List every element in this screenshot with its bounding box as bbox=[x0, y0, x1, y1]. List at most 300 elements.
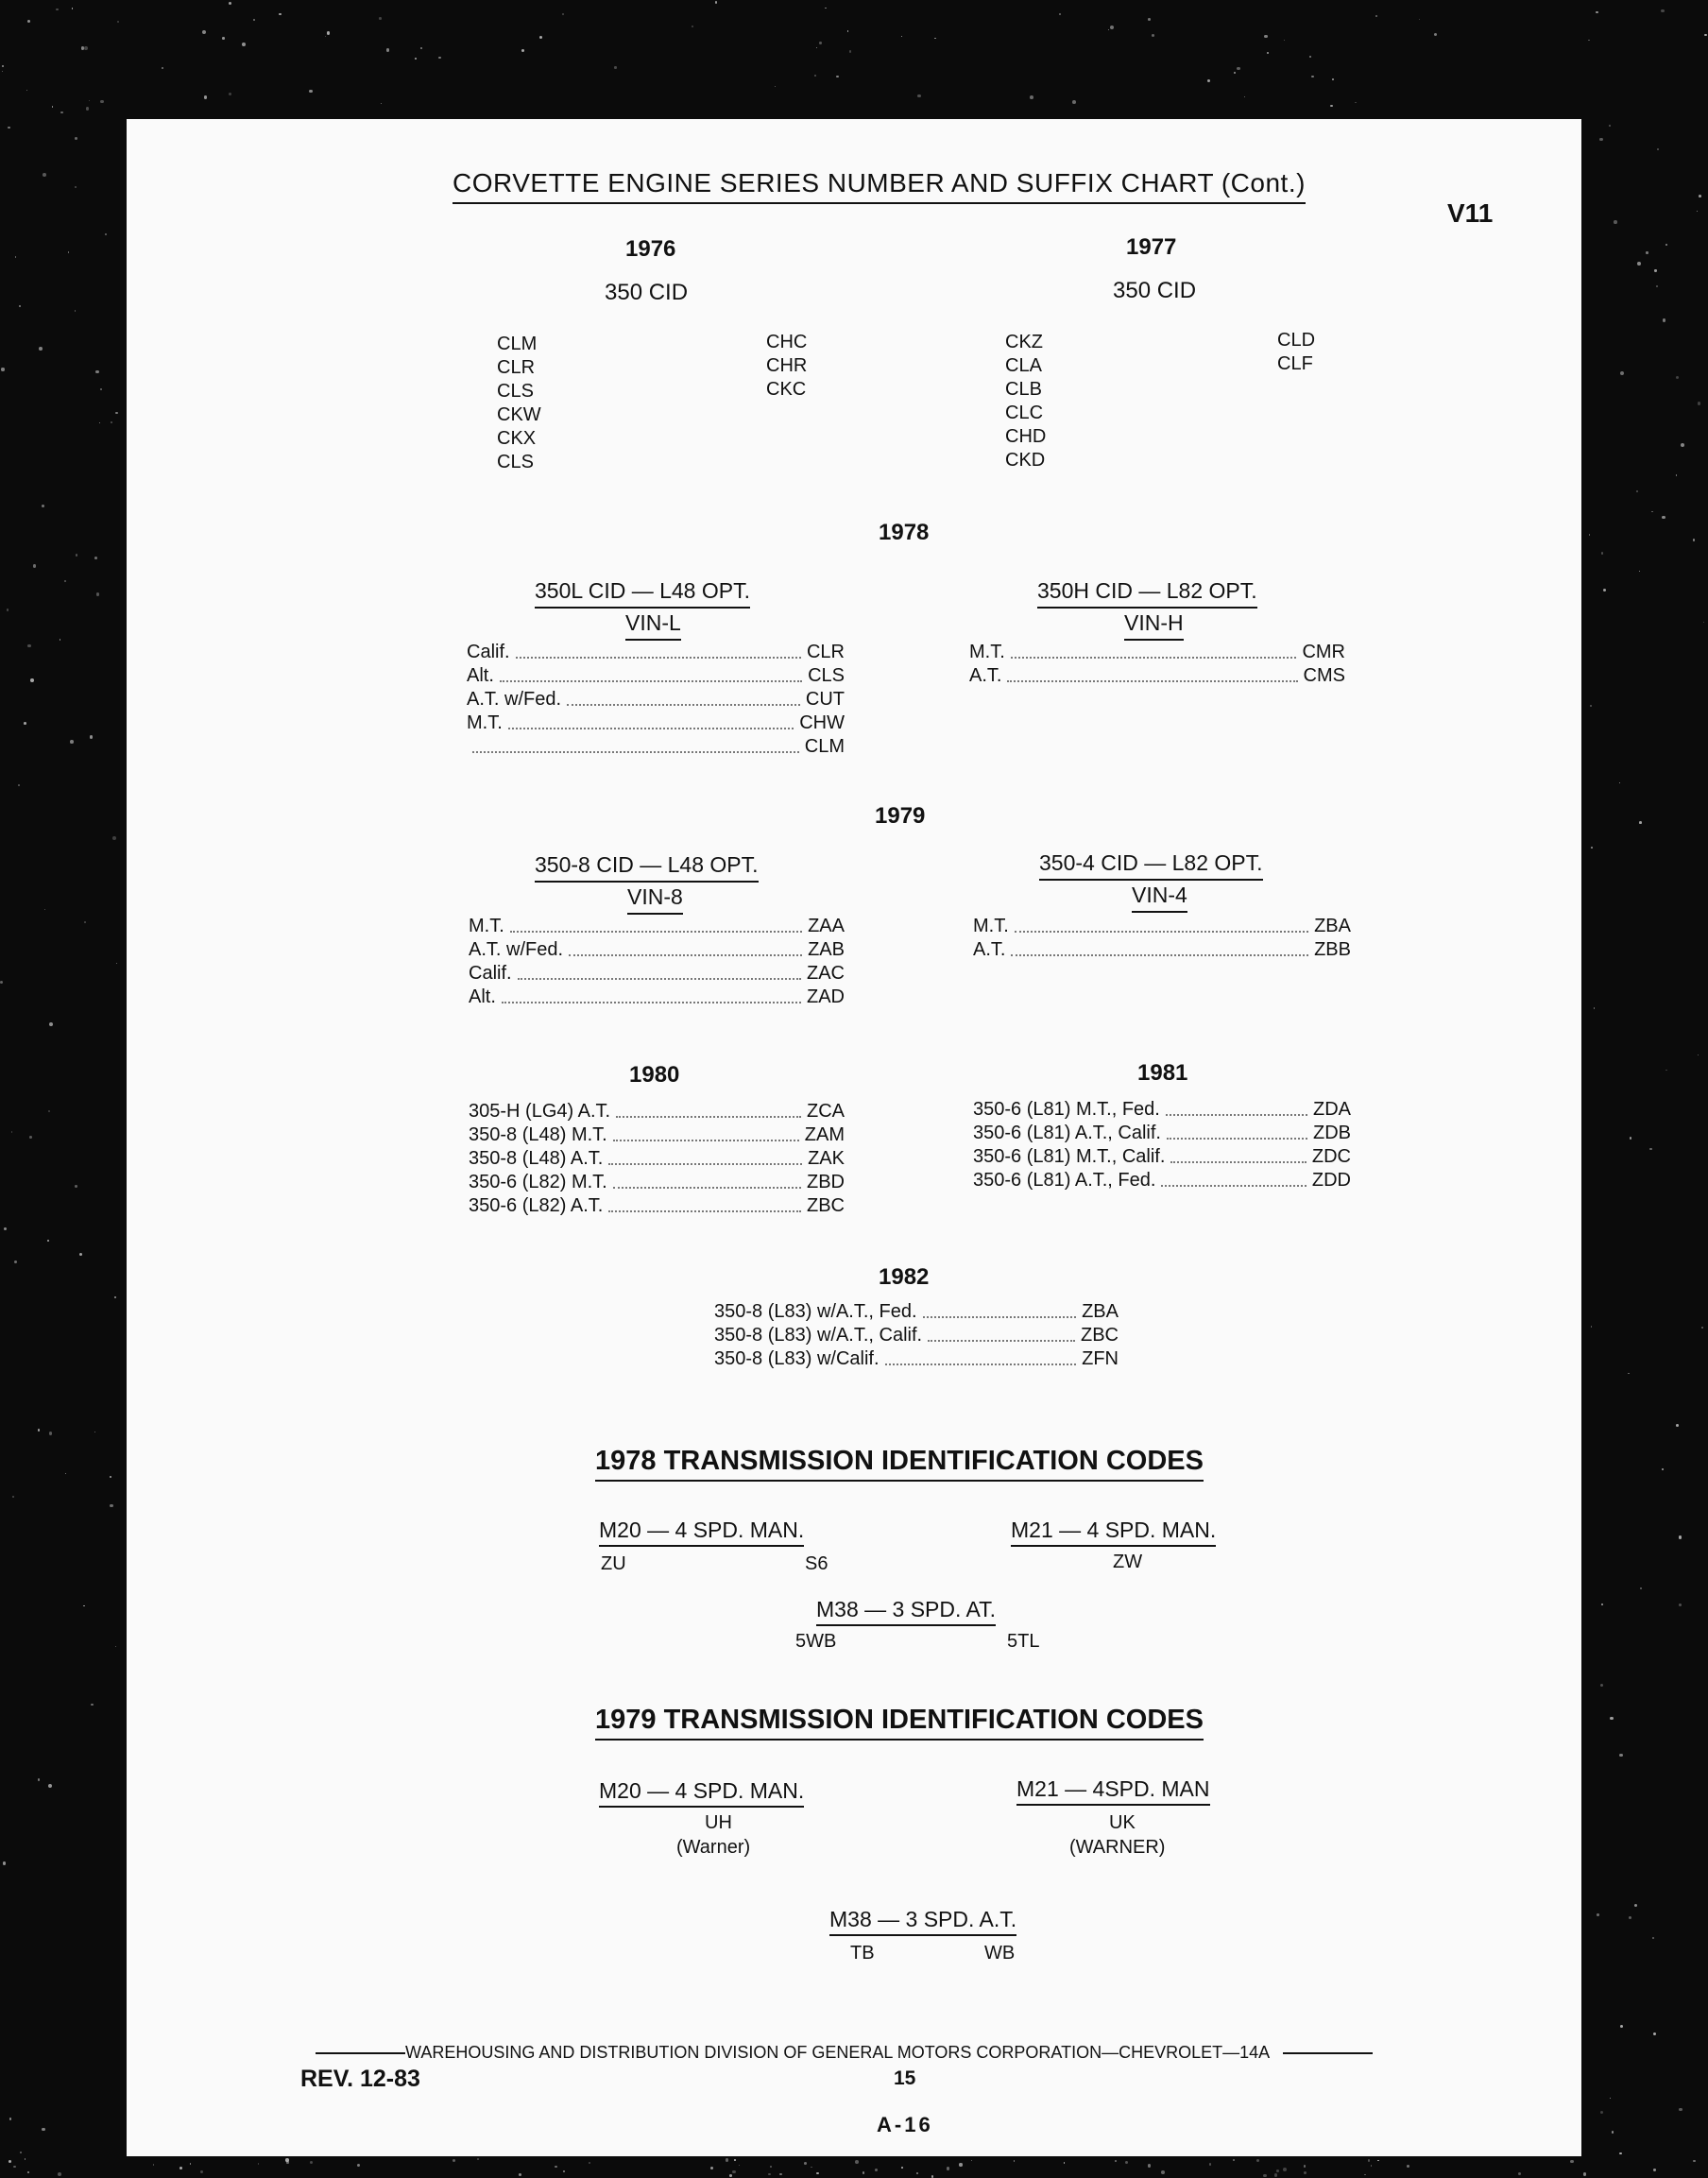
code: CHR bbox=[766, 355, 808, 376]
year-1981-heading: 1981 bbox=[1137, 1060, 1188, 1086]
scan-noise bbox=[11, 1131, 13, 1133]
scan-noise bbox=[14, 1260, 17, 1263]
scan-noise bbox=[49, 1432, 53, 1435]
scan-noise bbox=[1665, 244, 1667, 246]
scan-noise bbox=[1332, 78, 1334, 80]
trans-1979-m20-title: M20 — 4 SPD. MAN. bbox=[599, 1778, 804, 1808]
list-item: CLM bbox=[467, 735, 845, 759]
scan-noise bbox=[310, 2161, 313, 2164]
scan-noise bbox=[1599, 138, 1602, 141]
scan-noise bbox=[1619, 1754, 1622, 1757]
scan-noise bbox=[1256, 2159, 1259, 2162]
year-1978-heading: 1978 bbox=[879, 520, 930, 545]
scan-noise bbox=[1518, 2172, 1521, 2175]
scan-noise bbox=[562, 13, 564, 15]
scan-noise bbox=[1209, 2163, 1212, 2166]
scan-noise bbox=[947, 2167, 949, 2169]
scan-noise bbox=[95, 370, 98, 373]
scan-noise bbox=[84, 46, 88, 50]
scan-noise bbox=[13, 2166, 16, 2169]
trans-1979-m38-code-2: WB bbox=[984, 1943, 1016, 1964]
year-1976-cid: 350 CID bbox=[605, 280, 689, 305]
scan-noise bbox=[44, 909, 45, 910]
year-1980-heading: 1980 bbox=[629, 1062, 680, 1088]
scan-noise bbox=[1676, 1424, 1679, 1427]
list-item: Alt. CLS bbox=[467, 665, 845, 686]
code: CLR bbox=[497, 357, 536, 378]
list-item: M.T. CMR bbox=[969, 642, 1345, 662]
trans-1978-title: 1978 TRANSMISSION IDENTIFICATION CODES bbox=[595, 1446, 1204, 1482]
scan-noise bbox=[2, 65, 4, 67]
trans-1978-m38-code-2: 5TL bbox=[1007, 1631, 1040, 1652]
scan-noise bbox=[1371, 2165, 1372, 2166]
scan-noise bbox=[1064, 2162, 1066, 2164]
scan-noise bbox=[1649, 1148, 1652, 1151]
scan-noise bbox=[729, 2174, 732, 2177]
scan-noise bbox=[1630, 1137, 1632, 1140]
year-1982-list bbox=[714, 1300, 1119, 1371]
scan-noise bbox=[33, 564, 37, 568]
scan-noise bbox=[420, 47, 422, 49]
scan-noise bbox=[179, 2167, 183, 2170]
scan-noise bbox=[1284, 40, 1285, 41]
scan-noise bbox=[739, 2165, 740, 2166]
scan-noise bbox=[204, 95, 207, 98]
trans-1979-m38-title: M38 — 3 SPD. A.T. bbox=[829, 1907, 1016, 1936]
scan-noise bbox=[386, 48, 390, 52]
year-1978-left-vin: VIN-L bbox=[625, 610, 681, 641]
scan-noise bbox=[75, 137, 77, 140]
scan-noise bbox=[1234, 72, 1236, 74]
scan-noise bbox=[1681, 443, 1684, 447]
year-1979-heading: 1979 bbox=[875, 803, 926, 829]
scan-noise bbox=[732, 2170, 735, 2173]
scan-noise bbox=[26, 90, 27, 91]
code: CKD bbox=[1005, 450, 1046, 471]
scan-noise bbox=[916, 2172, 918, 2174]
scan-noise bbox=[1612, 2131, 1614, 2133]
scan-noise bbox=[804, 2162, 807, 2165]
scan-noise bbox=[415, 58, 417, 60]
list-item: A.T. CMS bbox=[969, 665, 1345, 686]
code: CHC bbox=[766, 332, 808, 352]
scan-noise bbox=[1125, 2161, 1128, 2164]
scan-noise bbox=[477, 2158, 479, 2160]
trans-1979-m20-note: (Warner) bbox=[676, 1837, 751, 1858]
scan-noise bbox=[971, 2160, 972, 2161]
list-item: 350-6 (L81) A.T., Calif. ZDB bbox=[973, 1123, 1351, 1143]
scan-noise bbox=[1701, 1327, 1703, 1329]
scan-noise bbox=[1377, 2160, 1378, 2161]
scan-noise bbox=[1657, 148, 1659, 150]
year-1982-heading: 1982 bbox=[879, 1264, 930, 1290]
scan-noise bbox=[1662, 516, 1665, 519]
scan-noise bbox=[110, 1476, 111, 1478]
scan-noise bbox=[1693, 2160, 1695, 2162]
scan-noise bbox=[2, 71, 3, 72]
scan-noise bbox=[190, 2163, 191, 2164]
scan-noise bbox=[115, 412, 117, 414]
scan-noise bbox=[96, 592, 100, 596]
scan-noise bbox=[1679, 1603, 1682, 1606]
scan-noise bbox=[1601, 1603, 1603, 1605]
scan-noise bbox=[1619, 2152, 1621, 2154]
scan-noise bbox=[816, 47, 817, 48]
scan-noise bbox=[1207, 79, 1210, 82]
list-item: Alt. ZAD bbox=[469, 986, 845, 1007]
scan-noise bbox=[1304, 2165, 1307, 2168]
scan-noise bbox=[1620, 371, 1624, 375]
scan-noise bbox=[42, 2128, 44, 2131]
list-item: 350-6 (L81) M.T., Fed. ZDA bbox=[973, 1099, 1351, 1120]
scan-noise bbox=[76, 554, 77, 556]
scan-noise bbox=[115, 1646, 116, 1647]
scan-noise bbox=[25, 2158, 26, 2160]
scan-noise bbox=[27, 2171, 29, 2173]
scan-noise bbox=[1570, 2160, 1573, 2163]
scan-noise bbox=[1653, 2169, 1655, 2170]
scan-noise bbox=[959, 2163, 962, 2166]
scan-noise bbox=[19, 305, 21, 307]
footer-org-line bbox=[316, 2043, 1373, 2063]
page-id: V11 bbox=[1447, 198, 1494, 228]
scan-noise bbox=[202, 30, 206, 34]
scan-noise bbox=[1653, 2032, 1656, 2035]
scan-noise bbox=[68, 251, 70, 253]
scan-noise bbox=[1115, 2160, 1117, 2162]
scan-noise bbox=[4, 1227, 7, 1230]
scan-noise bbox=[1304, 2171, 1307, 2174]
scan-noise bbox=[710, 2167, 713, 2169]
scan-noise bbox=[38, 1429, 41, 1432]
scan-noise bbox=[1108, 29, 1109, 30]
list-item: M.T. ZBA bbox=[973, 916, 1351, 936]
scan-noise bbox=[89, 100, 90, 101]
scan-noise bbox=[110, 1504, 113, 1508]
scan-noise bbox=[30, 678, 34, 682]
scan-noise bbox=[1276, 2169, 1279, 2172]
code: CKC bbox=[766, 379, 807, 400]
scan-noise bbox=[58, 2172, 61, 2176]
scan-noise bbox=[114, 1296, 115, 1297]
page-number: 15 bbox=[894, 2067, 916, 2089]
scan-noise bbox=[29, 1136, 32, 1139]
scan-noise bbox=[86, 107, 90, 111]
scan-noise bbox=[94, 557, 97, 559]
scan-noise bbox=[242, 43, 246, 46]
scan-noise bbox=[1059, 13, 1061, 15]
code: CLM bbox=[497, 334, 538, 354]
scan-noise bbox=[1609, 125, 1611, 127]
year-1980-list bbox=[469, 1100, 845, 1218]
scan-noise bbox=[72, 8, 74, 9]
scan-noise bbox=[692, 26, 693, 27]
scan-noise bbox=[60, 111, 63, 114]
scan-noise bbox=[1676, 376, 1679, 379]
year-1979-left-list bbox=[469, 915, 845, 1009]
page-reference: A-16 bbox=[877, 2113, 933, 2136]
scan-noise bbox=[836, 76, 839, 78]
scan-noise bbox=[0, 981, 3, 984]
scan-noise bbox=[1588, 40, 1590, 42]
scan-noise bbox=[1603, 589, 1606, 592]
scan-noise bbox=[1434, 33, 1437, 36]
scan-noise bbox=[27, 644, 30, 647]
scan-noise bbox=[770, 2166, 772, 2168]
scan-noise bbox=[1652, 1937, 1654, 1939]
scan-noise bbox=[1244, 96, 1245, 97]
scan-noise bbox=[279, 13, 281, 15]
list-item: Calif. ZAC bbox=[469, 963, 845, 984]
scan-noise bbox=[931, 2175, 934, 2178]
code: CKW bbox=[497, 404, 541, 425]
year-1977-codes-col1 bbox=[1005, 331, 1046, 472]
scan-noise bbox=[934, 38, 935, 39]
year-1979-right-vin: VIN-4 bbox=[1132, 883, 1187, 913]
year-1979-left-vin: VIN-8 bbox=[627, 884, 683, 915]
scan-noise bbox=[1309, 56, 1311, 58]
scan-noise bbox=[48, 1110, 50, 1112]
scan-noise bbox=[1639, 571, 1640, 572]
scan-noise bbox=[1267, 52, 1270, 55]
scan-noise bbox=[819, 42, 822, 44]
trans-1978-m20-code-2: S6 bbox=[805, 1553, 828, 1574]
scan-noise bbox=[438, 57, 441, 60]
scan-noise bbox=[1704, 34, 1706, 36]
revision-date: REV. 12-83 bbox=[300, 2066, 420, 2092]
scan-noise bbox=[1589, 534, 1590, 535]
scan-noise bbox=[15, 256, 17, 258]
scan-noise bbox=[1407, 2165, 1409, 2168]
scan-noise bbox=[75, 1185, 77, 1187]
scan-noise bbox=[357, 2164, 360, 2167]
scan-noise bbox=[1636, 490, 1638, 492]
scan-noise bbox=[39, 347, 43, 351]
list-item: 350-6 (L81) M.T., Calif. ZDC bbox=[973, 1146, 1351, 1167]
scan-noise bbox=[539, 36, 542, 39]
scan-noise bbox=[229, 2, 231, 5]
scan-noise bbox=[1597, 1913, 1599, 1916]
scan-noise bbox=[1634, 1904, 1637, 1907]
list-item: 350-6 (L81) A.T., Fed. ZDD bbox=[973, 1170, 1351, 1191]
scan-noise bbox=[1693, 539, 1695, 540]
list-item: 350-6 (L82) A.T. ZBC bbox=[469, 1195, 845, 1216]
code: CKZ bbox=[1005, 332, 1043, 352]
scan-noise bbox=[1368, 2159, 1370, 2161]
year-1979-right-list bbox=[973, 915, 1351, 962]
trans-1979-m20-code: UH bbox=[705, 1812, 732, 1833]
scan-noise bbox=[1264, 35, 1268, 39]
scan-noise bbox=[24, 722, 26, 725]
scan-noise bbox=[1283, 2168, 1287, 2171]
scan-noise bbox=[42, 505, 44, 507]
scan-noise bbox=[814, 75, 817, 77]
trans-1979-m38-code-1: TB bbox=[850, 1943, 875, 1964]
scan-noise bbox=[1596, 11, 1598, 14]
scan-noise bbox=[75, 186, 77, 188]
scan-noise bbox=[75, 310, 76, 311]
scan-noise bbox=[1375, 15, 1377, 17]
scan-noise bbox=[111, 421, 112, 423]
year-1976-codes-col2 bbox=[766, 331, 807, 402]
scan-noise bbox=[9, 2118, 12, 2120]
scan-noise bbox=[715, 1, 718, 4]
code: CLS bbox=[497, 452, 534, 472]
scan-noise bbox=[453, 2159, 455, 2162]
list-item: Calif. CLR bbox=[467, 642, 845, 662]
scan-noise bbox=[20, 2152, 22, 2153]
scan-noise bbox=[3, 1861, 7, 1865]
scan-noise bbox=[1661, 9, 1664, 12]
code: CLA bbox=[1005, 355, 1042, 376]
scan-noise bbox=[901, 2167, 903, 2169]
scan-noise bbox=[1072, 100, 1076, 104]
scan-noise bbox=[1, 368, 4, 370]
scan-noise bbox=[1663, 318, 1666, 322]
code: CLS bbox=[497, 381, 534, 402]
scan-noise bbox=[83, 1605, 85, 1607]
list-item: 350-8 (L48) M.T. ZAM bbox=[469, 1124, 845, 1145]
list-item: A.T. ZBB bbox=[973, 939, 1351, 960]
scan-noise bbox=[200, 2170, 203, 2173]
list-item: 350-8 (L83) w/Calif. ZFN bbox=[714, 1348, 1119, 1369]
trans-1978-m38-title: M38 — 3 SPD. AT. bbox=[816, 1597, 996, 1626]
scan-noise bbox=[309, 90, 313, 94]
scan-noise bbox=[1600, 1684, 1603, 1687]
scan-noise bbox=[100, 100, 104, 104]
scan-noise bbox=[1311, 76, 1313, 77]
scan-noise bbox=[162, 67, 163, 69]
year-1978-left-list bbox=[467, 641, 845, 759]
scan-noise bbox=[1364, 2174, 1366, 2176]
scan-noise bbox=[12, 1496, 14, 1498]
scan-noise bbox=[229, 93, 231, 95]
scan-noise bbox=[589, 2162, 590, 2164]
scan-noise bbox=[863, 2171, 864, 2173]
year-1979-right-title: 350-4 CID — L82 OPT. bbox=[1039, 850, 1263, 881]
scan-noise bbox=[849, 50, 852, 53]
scan-noise bbox=[381, 103, 382, 104]
scan-noise bbox=[563, 2170, 566, 2173]
scan-noise bbox=[1030, 95, 1033, 99]
scan-noise bbox=[1637, 262, 1641, 266]
scan-noise bbox=[47, 1240, 49, 1242]
page-title: CORVETTE ENGINE SERIES NUMBER AND SUFFIX CHART (Cont.) bbox=[453, 168, 1306, 204]
trans-1978-m21-title: M21 — 4 SPD. MAN. bbox=[1011, 1518, 1216, 1547]
code: CLD bbox=[1277, 330, 1316, 351]
scan-noise bbox=[116, 963, 118, 965]
scan-noise bbox=[855, 2160, 859, 2164]
scan-noise bbox=[253, 19, 255, 21]
scan-noise bbox=[816, 2172, 819, 2175]
year-1977-codes-col2 bbox=[1277, 329, 1315, 376]
scan-noise bbox=[1014, 2160, 1016, 2162]
year-1976-heading: 1976 bbox=[625, 236, 676, 262]
scan-noise bbox=[286, 2161, 289, 2164]
year-1978-right-title: 350H CID — L82 OPT. bbox=[1037, 578, 1257, 609]
scan-noise bbox=[1640, 1587, 1642, 1589]
list-item: M.T. ZAA bbox=[469, 916, 845, 936]
scan-noise bbox=[153, 2164, 154, 2165]
scan-noise bbox=[1233, 2159, 1235, 2161]
scan-noise bbox=[1614, 220, 1617, 224]
scan-noise bbox=[1676, 474, 1677, 475]
scan-noise bbox=[325, 36, 326, 37]
footer-org: WAREHOUSING AND DISTRIBUTION DIVISION OF GENERAL MOTORS CORPORATION—CHEVROLET—14A bbox=[405, 2043, 1271, 2062]
scan-noise bbox=[9, 2160, 11, 2163]
scan-noise bbox=[100, 388, 102, 390]
year-1977-cid: 350 CID bbox=[1113, 278, 1197, 303]
scan-noise bbox=[91, 1704, 94, 1706]
scan-noise bbox=[1237, 67, 1240, 71]
scan-noise bbox=[18, 784, 20, 786]
scan-noise bbox=[1610, 2098, 1612, 2100]
scan-noise bbox=[1161, 2170, 1165, 2174]
scan-noise bbox=[1651, 511, 1653, 513]
scan-noise bbox=[112, 836, 116, 840]
scan-noise bbox=[38, 1778, 40, 1780]
scan-noise bbox=[117, 21, 119, 23]
scan-noise bbox=[614, 66, 616, 68]
scan-noise bbox=[1654, 269, 1656, 271]
scan-noise bbox=[1646, 251, 1648, 253]
scan-noise bbox=[555, 2166, 556, 2168]
trans-1978-m21-code: ZW bbox=[1113, 1552, 1143, 1572]
scan-noise bbox=[521, 49, 524, 52]
list-item: 305-H (LG4) A.T. ZCA bbox=[469, 1101, 845, 1122]
scan-noise bbox=[1699, 195, 1701, 197]
trans-1979-m21-code: UK bbox=[1109, 1812, 1136, 1833]
trans-1978-m20-code-1: ZU bbox=[601, 1553, 626, 1574]
scan-noise bbox=[1665, 1070, 1666, 1071]
list-item: A.T. w/Fed. CUT bbox=[467, 689, 845, 710]
scan-noise bbox=[734, 2159, 735, 2160]
scan-noise bbox=[52, 106, 54, 108]
scan-noise bbox=[1591, 847, 1593, 849]
list-item: A.T. w/Fed. ZAB bbox=[469, 939, 845, 960]
scan-noise bbox=[105, 233, 107, 235]
scan-noise bbox=[726, 2158, 728, 2161]
scan-noise bbox=[7, 609, 9, 610]
trans-1979-m21-note: (WARNER) bbox=[1069, 1837, 1166, 1858]
scan-noise bbox=[8, 127, 9, 129]
scan-noise bbox=[1679, 2108, 1682, 2112]
scan-noise bbox=[1697, 211, 1699, 213]
scan-noise bbox=[1629, 1916, 1631, 1919]
code: CLB bbox=[1005, 379, 1042, 400]
year-1979-left-title: 350-8 CID — L48 OPT. bbox=[535, 852, 759, 883]
scan-noise bbox=[1656, 285, 1658, 287]
scan-noise bbox=[222, 37, 225, 40]
scan-noise bbox=[1591, 1326, 1592, 1327]
scan-noise bbox=[779, 2173, 782, 2176]
scan-noise bbox=[1419, 19, 1420, 20]
scan-noise bbox=[768, 2173, 770, 2175]
scan-noise bbox=[1662, 1468, 1664, 1470]
year-1976-codes-col1 bbox=[497, 333, 541, 474]
scan-noise bbox=[1355, 102, 1357, 104]
scan-noise bbox=[1698, 402, 1700, 404]
scan-noise bbox=[327, 31, 331, 35]
list-item: 350-6 (L82) M.T. ZBD bbox=[469, 1172, 845, 1192]
scan-noise bbox=[1590, 705, 1592, 707]
trans-1978-m20-title: M20 — 4 SPD. MAN. bbox=[599, 1518, 804, 1547]
trans-1979-m21-title: M21 — 4SPD. MAN bbox=[1016, 1776, 1210, 1806]
list-item: 350-8 (L83) w/A.T., Calif. ZBC bbox=[714, 1325, 1119, 1346]
year-1978-right-vin: VIN-H bbox=[1124, 610, 1184, 641]
trans-1978-m38-code-1: 5WB bbox=[795, 1631, 837, 1652]
scan-noise bbox=[847, 30, 849, 32]
